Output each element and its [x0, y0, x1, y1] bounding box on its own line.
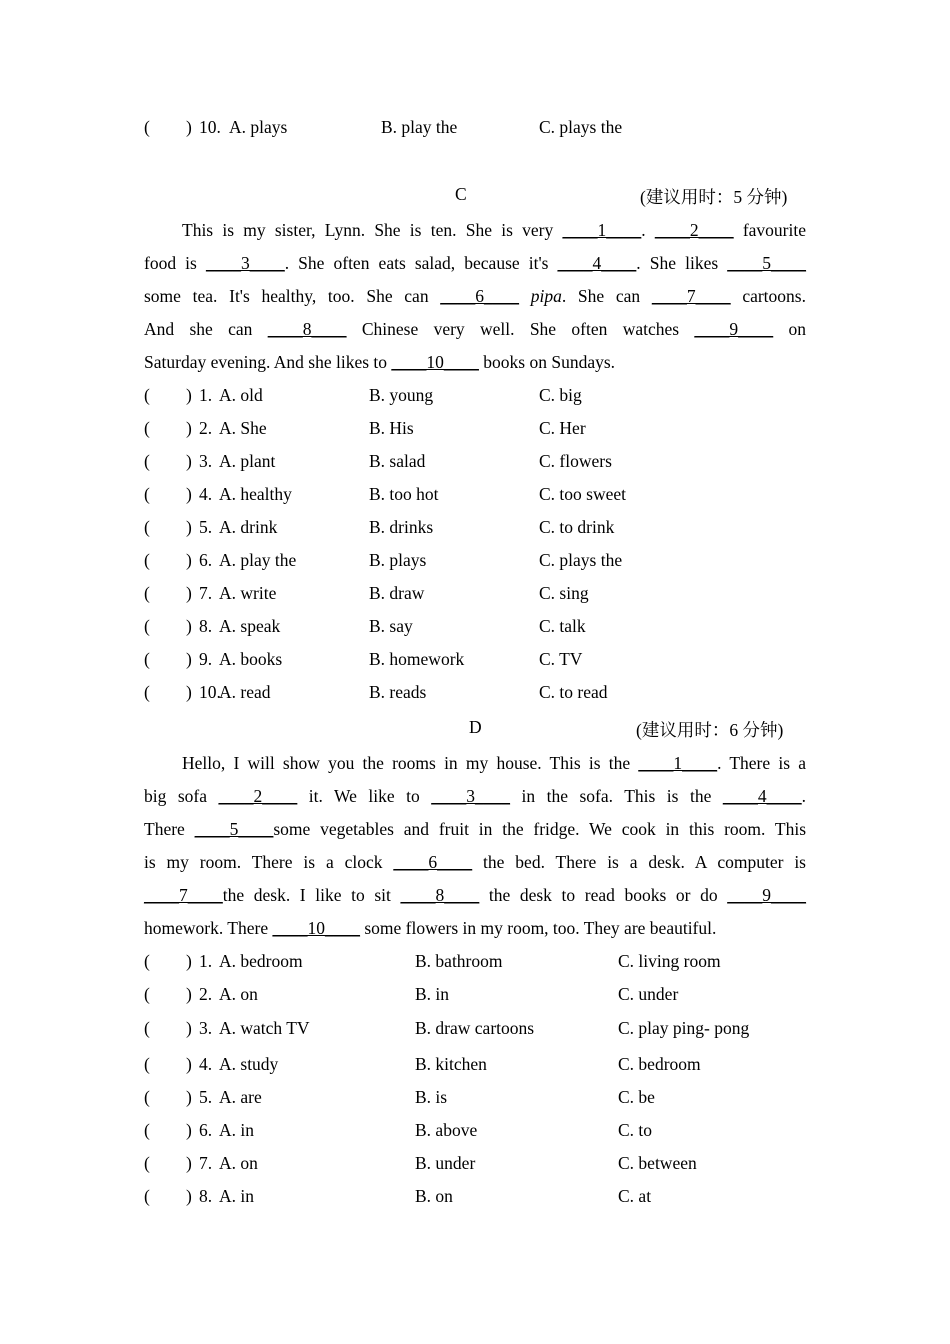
option-c: C. big — [539, 385, 582, 405]
passage-line: food is ____3____. She often eats salad, because it's ____4____. She likes ____5____ — [144, 253, 806, 273]
passage-line: some tea. It's healthy, too. She can ____6____ pipa. She can ____7____ cartoons. — [144, 286, 806, 306]
option-c: C. play ping- pong — [618, 1018, 750, 1038]
option-c: C. living room — [618, 951, 721, 971]
option-a: A. bedroom — [219, 951, 303, 971]
option-a: A. play the — [219, 550, 297, 570]
passage-line: Hello, I will show you the rooms in my house. This is the ____1____. There is a — [182, 753, 806, 773]
question-number: 8. — [199, 1186, 213, 1206]
option-b: B. say — [369, 616, 413, 636]
option-c: C. talk — [539, 616, 586, 636]
answer-paren-close: ) — [186, 616, 192, 636]
passage-line: is my room. There is a clock ____6____ the bed. There is a desk. A computer is — [144, 852, 806, 872]
answer-paren-open[interactable]: ( — [144, 1186, 150, 1206]
answer-paren-open[interactable]: ( — [144, 385, 150, 405]
option-c: C. TV — [539, 649, 583, 669]
option-c: C. be — [618, 1087, 655, 1107]
question-number: 7. — [199, 583, 213, 603]
answer-paren-open[interactable]: ( — [144, 418, 150, 438]
answer-paren-open[interactable]: ( — [144, 984, 150, 1004]
option-a: A. study — [219, 1054, 279, 1074]
blank-6: ____6____ — [440, 286, 520, 306]
answer-paren-close: ) — [186, 1186, 192, 1206]
option-c: C. to — [618, 1120, 653, 1140]
blank-10: ____10____ — [391, 352, 479, 372]
question-number: 7. — [199, 1153, 213, 1173]
option-c: C. bedroom — [618, 1054, 701, 1074]
option-c: C. flowers — [539, 451, 612, 471]
answer-paren-open[interactable]: ( — [144, 517, 150, 537]
answer-paren-close: ) — [186, 550, 192, 570]
answer-paren-open[interactable]: ( — [144, 583, 150, 603]
blank-6: ____6____ — [393, 852, 473, 872]
option-a: A. read — [219, 682, 271, 702]
blank-1: ____1____ — [562, 220, 642, 240]
passage-line: Saturday evening. And she likes to ____10____ books on Sundays. — [144, 352, 616, 372]
answer-paren-close: ) — [186, 418, 192, 438]
answer-paren-close: ) — [186, 649, 192, 669]
answer-paren-open[interactable]: ( — [144, 550, 150, 570]
question-number: 10. — [199, 117, 221, 137]
answer-paren-close: ) — [186, 682, 192, 702]
answer-paren-open[interactable]: ( — [144, 616, 150, 636]
answer-paren-open[interactable]: ( — [144, 1120, 150, 1140]
question-number: 2. — [199, 984, 213, 1004]
blank-8: ____8____ — [267, 319, 347, 339]
answer-paren-close: ) — [186, 517, 192, 537]
answer-paren-close: ) — [186, 117, 192, 137]
section-c-letter: C — [455, 184, 467, 204]
blank-7: ____7____ — [144, 885, 223, 905]
option-c: C. plays the — [539, 550, 623, 570]
question-number: 1. — [199, 385, 213, 405]
option-a: A. books — [219, 649, 283, 669]
answer-paren-open[interactable]: ( — [144, 484, 150, 504]
option-b: B. drinks — [369, 517, 434, 537]
option-b: B. on — [415, 1186, 453, 1206]
option-a: A. speak — [219, 616, 281, 636]
answer-paren-close: ) — [186, 1087, 192, 1107]
option-c: C. under — [618, 984, 679, 1004]
answer-paren-close: ) — [186, 984, 192, 1004]
option-a: A. old — [219, 385, 263, 405]
blank-5: ____5____ — [194, 819, 274, 839]
passage-line: ____7____the desk. I like to sit ____8____ the desk to read books or do ____9____ — [144, 885, 806, 905]
option-b: B. kitchen — [415, 1054, 487, 1074]
option-a: A. plays — [229, 117, 288, 137]
answer-paren-open[interactable]: ( — [144, 682, 150, 702]
passage-line: big sofa ____2____ it. We like to ____3____ in the sofa. This is the ____4____. — [144, 786, 806, 806]
option-c: C. too sweet — [539, 484, 627, 504]
option-c: C. at — [618, 1186, 652, 1206]
answer-paren-close: ) — [186, 484, 192, 504]
option-c: C. Her — [539, 418, 586, 438]
blank-9: ____9____ — [694, 319, 774, 339]
blank-4: ____4____ — [722, 786, 802, 806]
answer-paren-close: ) — [186, 1120, 192, 1140]
blank-3: ____3____ — [431, 786, 511, 806]
option-b: B. bathroom — [415, 951, 503, 971]
option-a: A. in — [219, 1186, 254, 1206]
blank-7: ____7____ — [651, 286, 731, 306]
option-b: B. play the — [381, 117, 458, 137]
blank-4: ____4____ — [557, 253, 637, 273]
option-b: B. His — [369, 418, 414, 438]
option-a: A. She — [219, 418, 267, 438]
option-a: A. on — [219, 1153, 258, 1173]
option-b: B. reads — [369, 682, 427, 702]
passage-line: homework. There ____10____ some flowers in my room, too. They are beautiful. — [144, 918, 717, 938]
blank-5: ____5____ — [727, 253, 806, 273]
answer-paren-open[interactable]: ( — [144, 1087, 150, 1107]
answer-paren-open[interactable]: ( — [144, 451, 150, 471]
option-b: B. young — [369, 385, 434, 405]
option-c: C. sing — [539, 583, 589, 603]
option-b: B. draw cartoons — [415, 1018, 535, 1038]
answer-paren-open[interactable]: ( — [144, 1018, 150, 1038]
blank-8: ____8____ — [400, 885, 480, 905]
answer-paren-open[interactable]: ( — [144, 649, 150, 669]
passage-line: There ____5____some vegetables and fruit in the fridge. We cook in this room. This — [144, 819, 807, 839]
option-b: B. under — [415, 1153, 476, 1173]
blank-9: ____9____ — [727, 885, 806, 905]
option-b: B. draw — [369, 583, 425, 603]
option-b: B. salad — [369, 451, 426, 471]
option-a: A. watch TV — [219, 1018, 310, 1038]
section-c-time-hint: (建议用时：5 分钟) — [640, 187, 788, 207]
blank-10: ____10____ — [272, 918, 360, 938]
option-c: C. to drink — [539, 517, 615, 537]
blank-2: ____2____ — [654, 220, 734, 240]
answer-paren-close: ) — [186, 583, 192, 603]
answer-paren-open[interactable]: ( — [144, 951, 150, 971]
answer-paren-close: ) — [186, 1018, 192, 1038]
option-c: C. plays the — [539, 117, 623, 137]
blank-1: ____1____ — [638, 753, 718, 773]
question-number: 5. — [199, 517, 213, 537]
question-number: 3. — [199, 451, 213, 471]
option-b: B. is — [415, 1087, 448, 1107]
blank-3: ____3____ — [205, 253, 285, 273]
question-number: 9. — [199, 649, 213, 669]
question-number: 6. — [199, 550, 213, 570]
answer-paren-open[interactable]: ( — [144, 117, 150, 137]
question-number: 2. — [199, 418, 213, 438]
blank-2: ____2____ — [218, 786, 298, 806]
option-b: B. too hot — [369, 484, 439, 504]
option-c: C. between — [618, 1153, 697, 1173]
option-a: A. on — [219, 984, 258, 1004]
question-number: 8. — [199, 616, 213, 636]
question-number: 10. — [199, 682, 221, 702]
option-b: B. above — [415, 1120, 478, 1140]
answer-paren-close: ) — [186, 1054, 192, 1074]
answer-paren-close: ) — [186, 1153, 192, 1173]
passage-line: This is my sister, Lynn. She is ten. She is very ____1____. ____2____ favourite — [182, 220, 806, 240]
answer-paren-open[interactable]: ( — [144, 1153, 150, 1173]
answer-paren-close: ) — [186, 451, 192, 471]
option-a: A. plant — [219, 451, 276, 471]
option-c: C. to read — [539, 682, 608, 702]
answer-paren-close: ) — [186, 385, 192, 405]
option-a: A. in — [219, 1120, 254, 1140]
question-number: 3. — [199, 1018, 213, 1038]
answer-paren-close: ) — [186, 951, 192, 971]
option-b: B. in — [415, 984, 450, 1004]
question-number: 6. — [199, 1120, 213, 1140]
option-b: B. homework — [369, 649, 465, 669]
question-number: 5. — [199, 1087, 213, 1107]
option-b: B. plays — [369, 550, 427, 570]
passage-line: And she can ____8____ Chinese very well. She often watches ____9____ on — [144, 319, 806, 339]
answer-paren-open[interactable]: ( — [144, 1054, 150, 1074]
question-number: 4. — [199, 484, 213, 504]
option-a: A. write — [219, 583, 277, 603]
section-d-letter: D — [469, 717, 482, 737]
option-a: A. are — [219, 1087, 262, 1107]
question-number: 1. — [199, 951, 213, 971]
question-number: 4. — [199, 1054, 213, 1074]
option-a: A. healthy — [219, 484, 292, 504]
pipa-word: pipa — [530, 286, 562, 306]
option-a: A. drink — [219, 517, 278, 537]
section-d-time-hint: (建议用时：6 分钟) — [636, 720, 784, 740]
